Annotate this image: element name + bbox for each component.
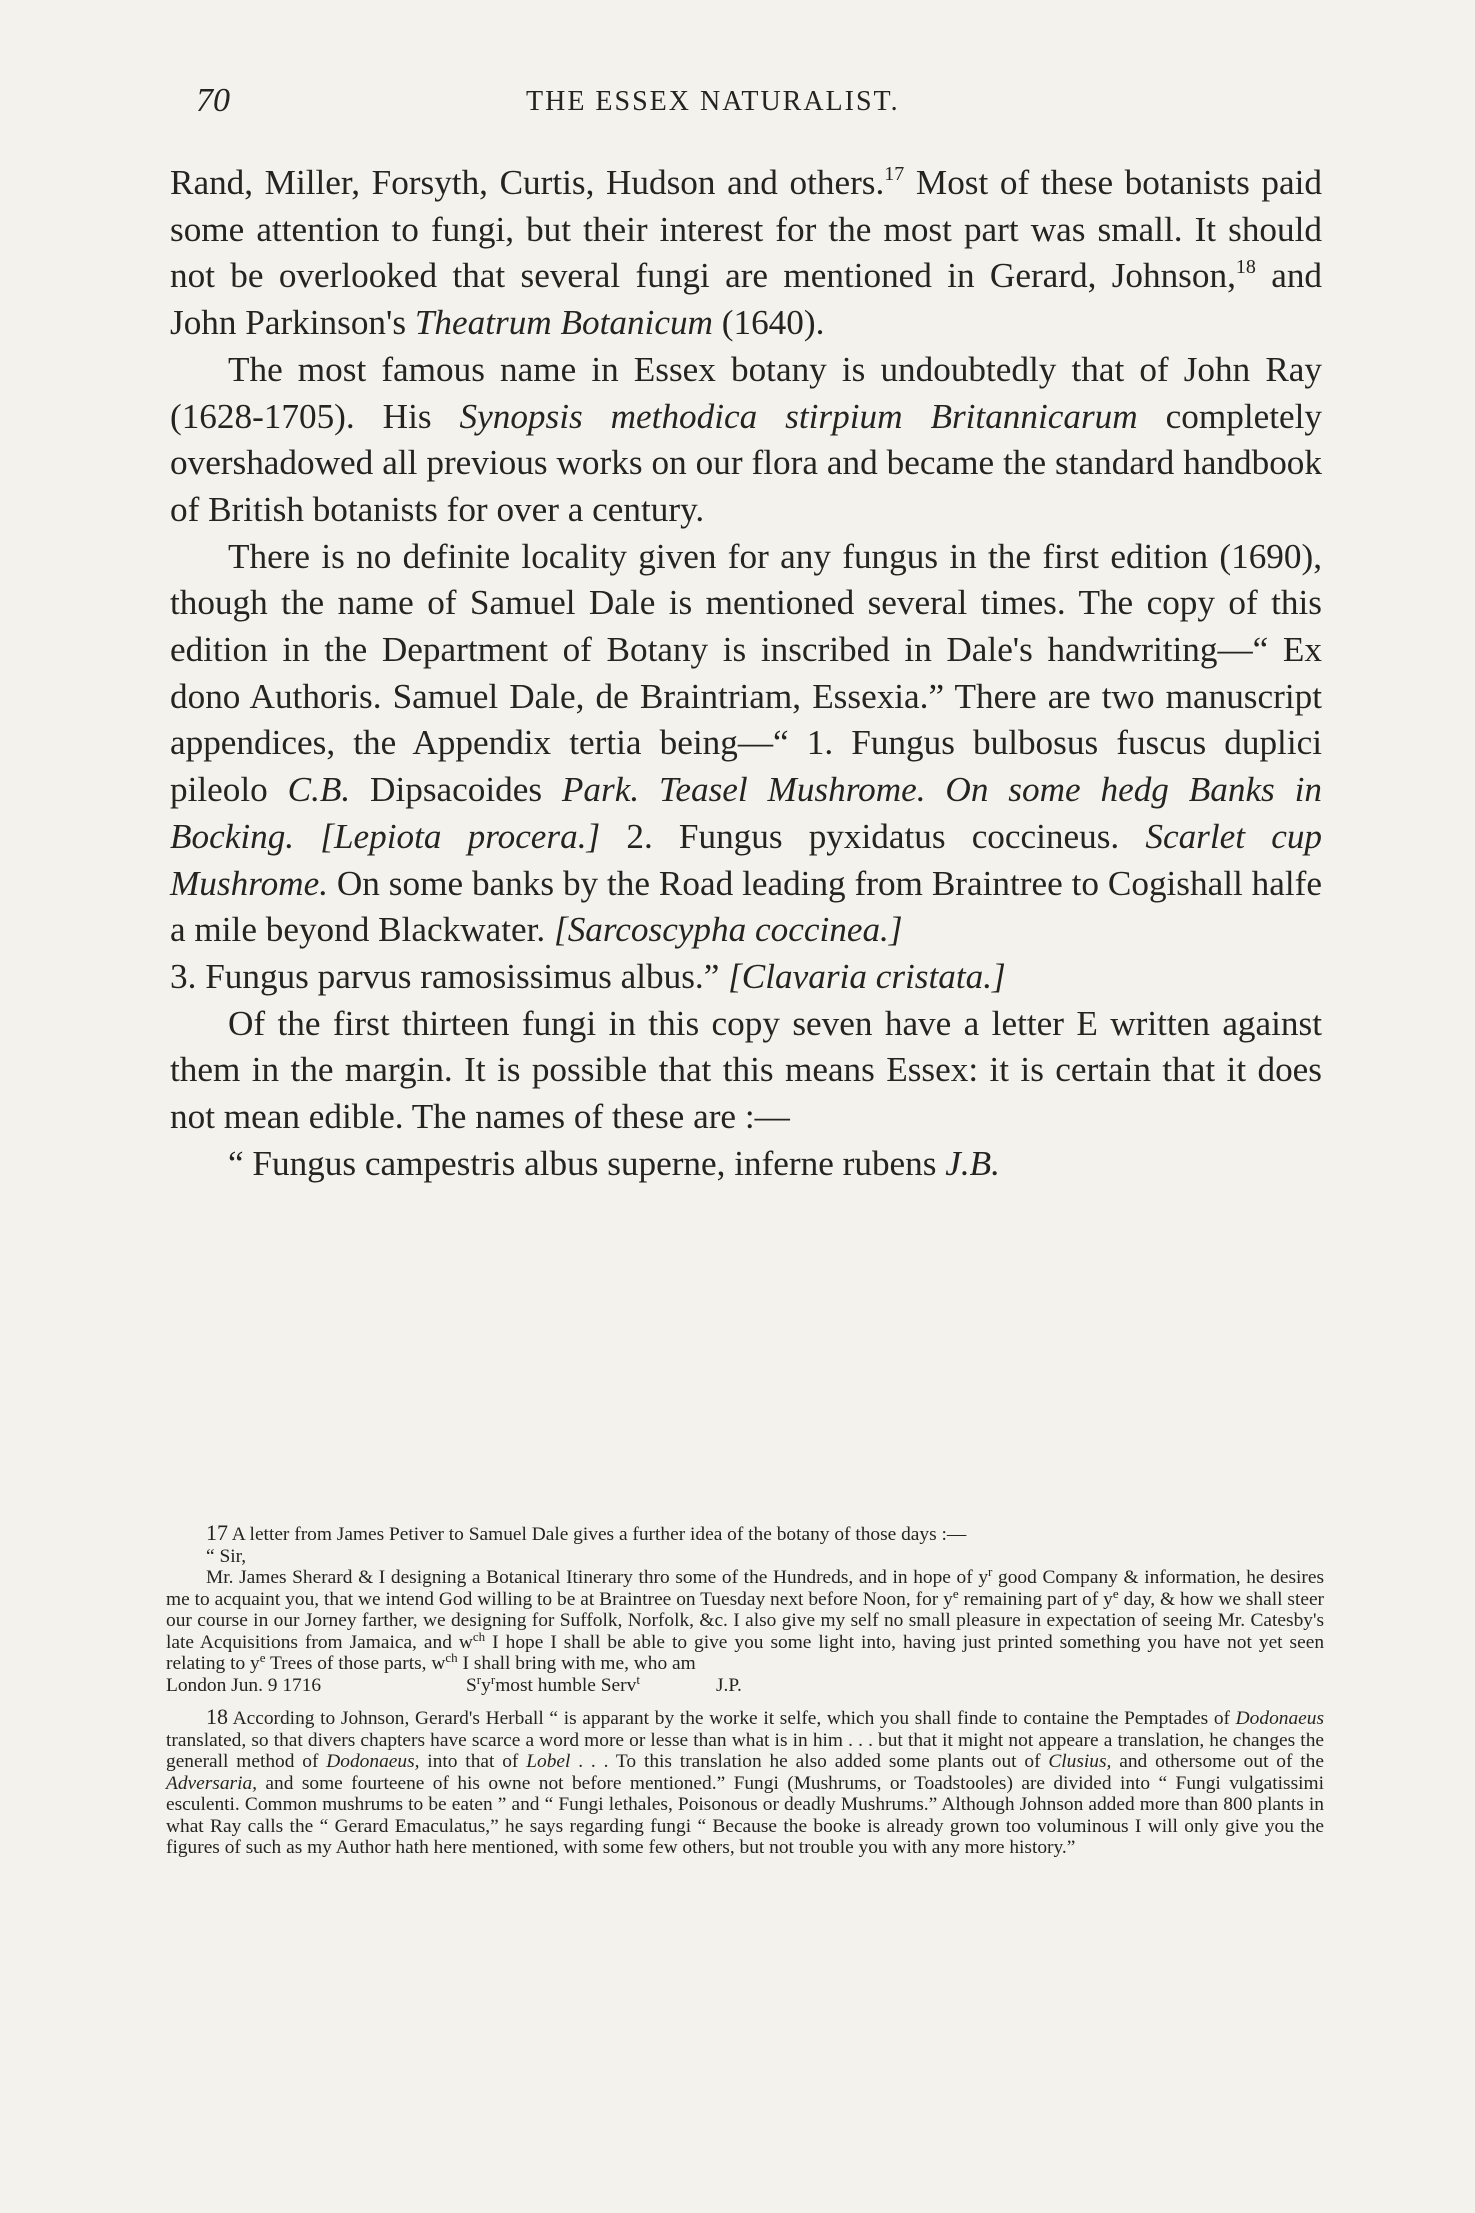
footnote-ref-18: 18 (1235, 256, 1256, 279)
book-title-synopsis: Synopsis methodica stirpium Britannicarum (459, 396, 1138, 436)
footnote-18: 18 According to Johnson, Gerard's Herball “ is apparant by the worke it selfe, which you shall finde to containe the Pemptades of Dodonaeus translated, so that divers chapters have scarce a word more or lesse than what is in him . . . but that it might not appeare a translation, he changes the generall method of Dodonaeus, into that of Lobel . . . To this translation he also added some plants out of Clusius, and othersome out of the Adversaria, and some fourteene of his owne not before mentioned.” Fungi (Mushrums, or Toadstooles) are divided into “ Fungi vulgatissimi esculenti. Common mushrums to be eaten ” and “ Fungi lethales, Poisonous or deadly Mushrums.” Although Johnson added more than 800 plants in what Ray calls the “ Gerard Emaculatus,” he says regarding fungi “ Because the booke is already grown too voluminous I will only give you the figures of such as my Author hath here mentioned, with some few others, but not trouble you with any more history.” (166, 1704, 1324, 1858)
paragraph-2: The most famous name in Essex botany is undoubtedly that of John Ray (1628-1705). His Synopsis methodica stirpium Britannicarum completely overshadowed all previous works on our flora and became the standard handbook of British botanists for over a century. (170, 349, 1322, 529)
footnote-number-18: 18 (206, 1704, 228, 1729)
letter-initials: J.P. (716, 1674, 742, 1696)
paragraph-6: “ Fungus campestris albus superne, inferne rubens J.B. (228, 1143, 1000, 1183)
footnote-number-17: 17 (206, 1520, 228, 1545)
paragraph-4: 3. Fungus parvus ramosissimus albus.” [Clavaria cristata.] (170, 956, 1006, 996)
page-number: 70 (196, 82, 230, 119)
footnotes (166, 1522, 1324, 1859)
book-title-theatrum: Theatrum Botanicum (414, 303, 713, 343)
running-title: THE ESSEX NATURALIST. (526, 86, 900, 117)
letter-text: Mr. James Sherard & I designing a Botanical Itinerary thro some of the Hundreds, and in hope of $y^r$ good Company & information, he desires me to acquaint you, that we intend God willing to be at Braintree on Tuesday next before Noon, for $y^e$ remaining part of $y^e$ day, & how we shall steer our course in our Jorney farther, we designing for Suffolk, Norfolk, &c. I also give my self no small pleasure in expectation of seeing Mr. Catesby's late Acquisitions from Jamaica, and $w^{ch}$ I hope I shall be able to give you some light into, having just printed something you have not yet seen relating to $y^e$ Trees of those parts, $w^{ch}$ I shall bring with me, who am (166, 1564, 1325, 1674)
footnote-ref-17: 17 (884, 163, 905, 185)
paragraph-1: Rand, Miller, Forsyth, Curtis, Hudson and others.$^{17}$ Most of these botanists paid some attention to fungi, but their interest for the most part was small. It should not be overlooked that several fungi are mentioned in Gerard, Johnson,$^{18}$ and John Parkinson's Theatrum Botanicum (1640). (170, 163, 1323, 343)
footnote-17: 17 A letter from James Petiver to Samuel Dale gives a further idea of the botany of those days :— (206, 1520, 967, 1545)
letter-salutation: “ Sir, (206, 1545, 247, 1567)
letter-signoff: London Jun. 9 1716 $S^ry^rmost$ humble Serv$^t$ J.P. (166, 1671, 742, 1696)
paragraph-5: Of the first thirteen fungi in this copy seven have a letter E written against them in the margin. It is possible that this means Essex: it is certain that it does not mean edible. The names of these are :— (170, 1003, 1322, 1137)
paragraph-3: There is no definite locality given for any fungus in the first edition (1690), though the name of Samuel Dale is mentioned several times. The copy of this edition in the Department of Botany is inscribed in Dale's handwriting—“ Ex dono Authoris. Samuel Dale, de Braintriam, Essexia.” There are two manuscript appendices, the Appendix tertia being—“ 1. Fungus bulbosus fuscus duplici pileolo C.B. Dipsacoides Park. Teasel Mushrome. On some hedg Banks in Bocking. [Lepiota procera.] 2. Fungus pyxidatus coccineus. Scarlet cup Mushrome. On some banks by the Road leading from Braintree to Cogishall halfe a mile beyond Blackwater. [Sarcoscypha coccinea.] (170, 536, 1323, 950)
main-text (170, 160, 1322, 1187)
